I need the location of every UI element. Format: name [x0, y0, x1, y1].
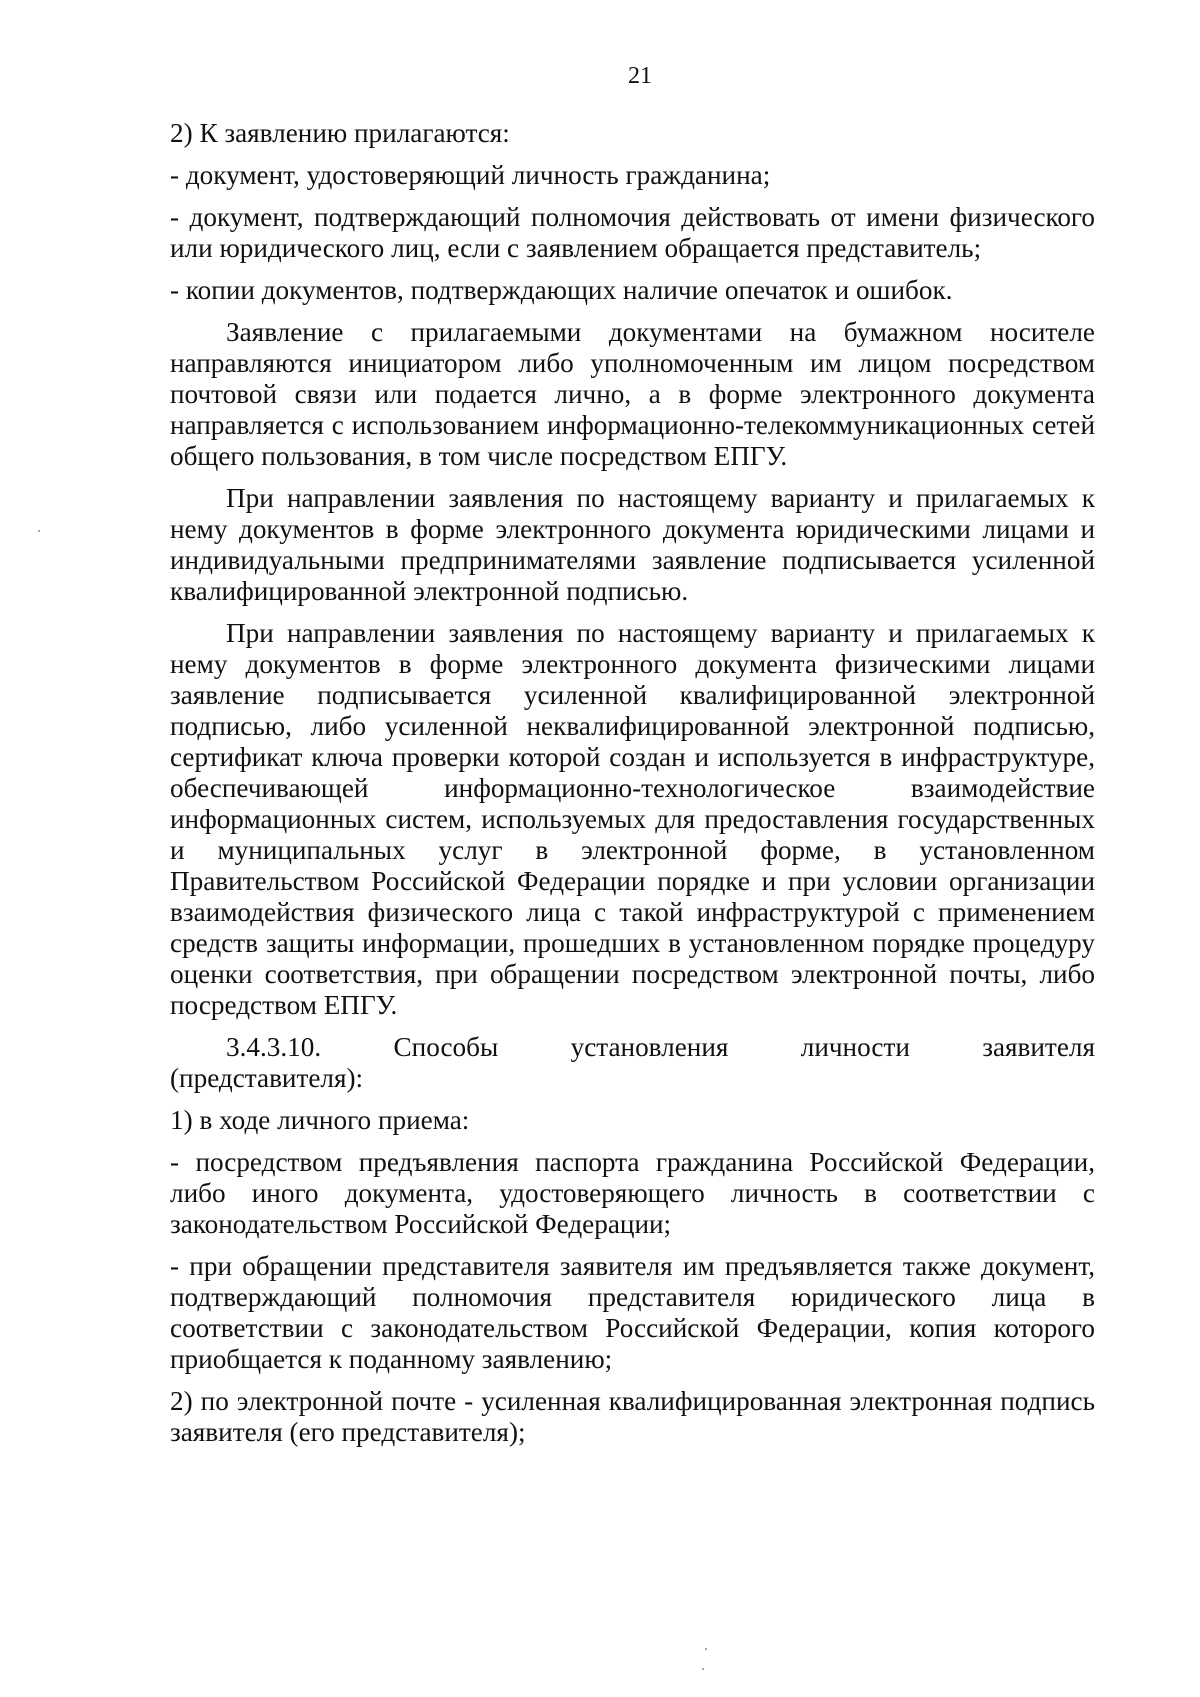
list-intro: 2) К заявлению прилагаются: [170, 118, 510, 148]
body-paragraph: При направлении заявления по настоящему варианту и прилагаемых к нему документов в форме электронного документа физическими лицами заявление подписывается усиленной квалифицированной электронной подписью, либо усиленной неквалифицированной электронной подписью, сертификат ключа проверки которой создан и используется в инфраструктуре, обеспечивающей информационно-технологическое взаимодействие информационных систем, используемых для предоставления государственных и муниципальных услуг в электронной форме, в установленном Правительством Российской Федерации порядке и при условии организации взаимодействия физического лица с такой инфраструктурой с применением средств защиты информации, прошедших в установленном порядке процедуру оценки соответствия, при обращении посредством электронной почты, либо посредством ЕПГУ. [170, 618, 1095, 1020]
section-heading-word: Способы [393, 1032, 499, 1062]
document-body [170, 118, 1095, 1448]
list-item: - копии документов, подтверждающих наличие опечаток и ошибок. [170, 275, 953, 305]
scan-speck [38, 530, 40, 532]
section-number: 3.4.3.10. [226, 1032, 322, 1062]
scan-speck [702, 1668, 704, 1670]
list-item: - документ, подтверждающий полномочия действовать от имени физического или юридического лиц, если с заявлением обращается представитель; [170, 202, 1095, 263]
section-heading-continuation: (представителя): [170, 1063, 364, 1093]
section-heading [170, 1032, 1095, 1063]
list-item: 2) по электронной почте - усиленная квалифицированная электронная подпись заявителя (его представителя); [170, 1386, 1095, 1447]
list-item: - посредством предъявления паспорта гражданина Российской Федерации, либо иного документа, удостоверяющего личность в соответствии с законодательством Российской Федерации; [170, 1147, 1095, 1239]
scan-speck [705, 1648, 707, 1650]
body-paragraph: При направлении заявления по настоящему варианту и прилагаемых к нему документов в форме электронного документа юридическими лицами и индивидуальными предпринимателями заявление подписывается усиленной квалифицированной электронной подписью. [170, 483, 1095, 606]
section-heading-word: заявителя [982, 1032, 1095, 1062]
list-intro: 1) в ходе личного приема: [170, 1105, 470, 1135]
list-item: - при обращении представителя заявителя им предъявляется также документ, подтверждающий полномочия представителя юридического лица в соответствии с законодательством Российской Федерации, копия которого приобщается к поданному заявлению; [170, 1251, 1095, 1374]
section-heading-word: личности [800, 1032, 910, 1062]
section-heading-word: установления [570, 1032, 729, 1062]
page-number: 21 [628, 63, 652, 89]
body-paragraph: Заявление с прилагаемыми документами на бумажном носителе направляются инициатором либо уполномоченным им лицом посредством почтовой связи или подается лично, а в форме электронного документа направляется с использованием информационно-телекоммуникационных сетей общего пользования, в том числе посредством ЕПГУ. [170, 317, 1095, 471]
list-item: - документ, удостоверяющий личность гражданина; [170, 160, 771, 190]
